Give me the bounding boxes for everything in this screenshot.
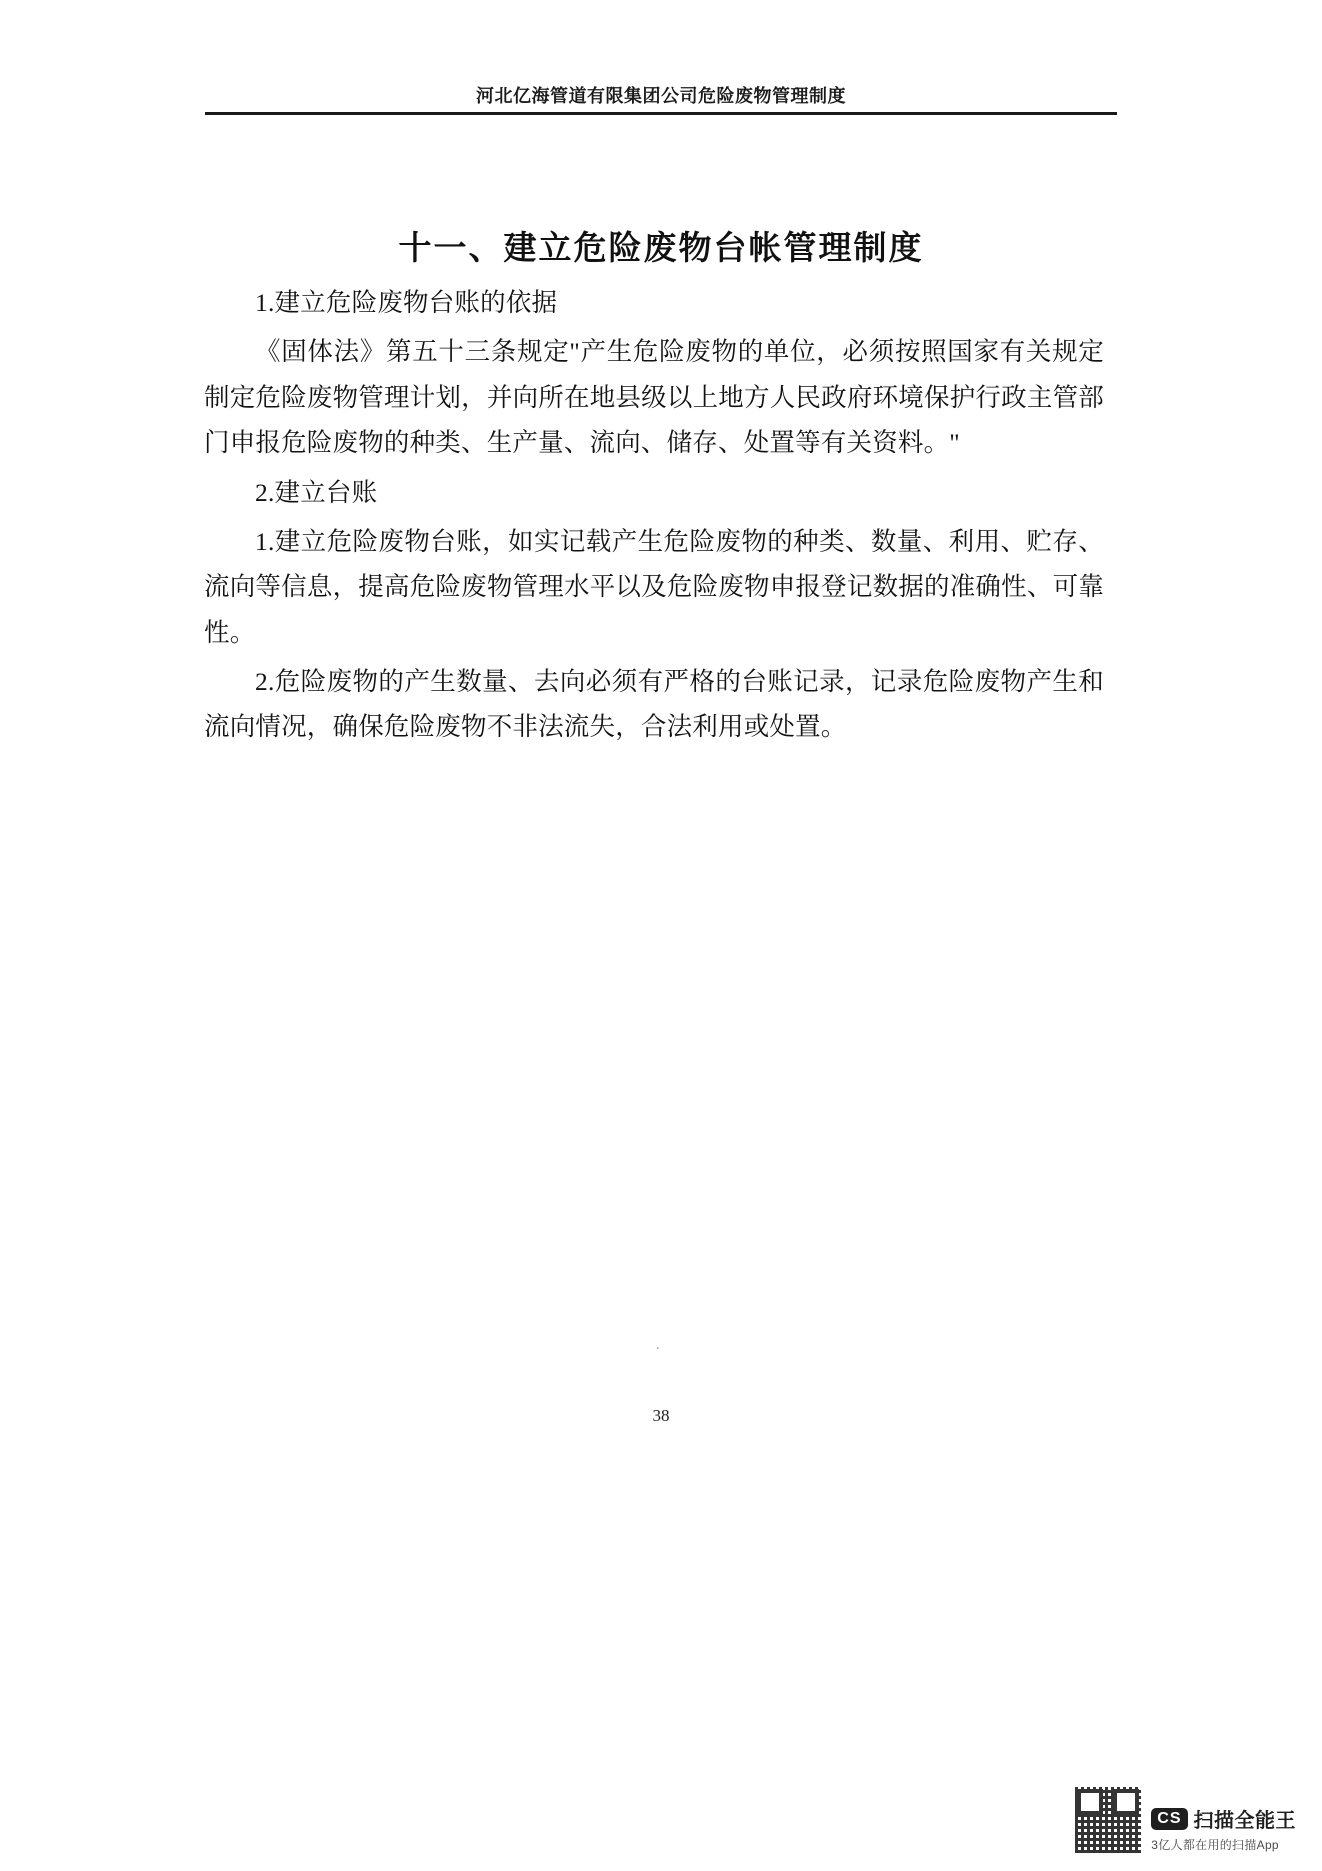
paragraph-1: 1.建立危险废物台账的依据 bbox=[255, 288, 558, 317]
paragraph-4: 1.建立危险废物台账，如实记载产生危险废物的种类、数量、利用、贮存、流向等信息，提高危险废物管理水平以及危险废物申报登记数据的准确性、可靠性。 bbox=[204, 526, 1104, 647]
paragraph-5: 2.危险废物的产生数量、去向必须有严格的台账记录，记录危险废物产生和流向情况，确保危险废物不非法流失，合法利用或处置。 bbox=[204, 667, 1104, 742]
document-body bbox=[204, 280, 1104, 754]
running-header: 河北亿海管道有限集团公司危险废物管理制度 bbox=[476, 86, 846, 106]
paragraph-2: 《固体法》第五十三条规定"产生危险废物的单位，必须按照国家有关规定制定危险废物管理计划，并向所在地县级以上地方人民政府环境保护行政主管部门申报危险废物的种类、生产量、流向、储存、处置等有关资料。" bbox=[204, 337, 1104, 458]
page-number: 38 bbox=[652, 1406, 670, 1425]
scanner-app-name: 扫描全能王 bbox=[1193, 1810, 1296, 1832]
header-divider bbox=[205, 112, 1117, 115]
scanner-watermark bbox=[1075, 1787, 1296, 1853]
stray-dot-mark: . bbox=[656, 1338, 660, 1353]
camscanner-logo-icon: CS bbox=[1151, 1808, 1187, 1830]
page-title: 十一、建立危险废物台帐管理制度 bbox=[398, 229, 924, 267]
paragraph-3: 2.建立台账 bbox=[255, 477, 378, 507]
qr-code-icon bbox=[1075, 1787, 1141, 1853]
scanner-watermark-main bbox=[1151, 1804, 1296, 1833]
scanner-watermark-text bbox=[1151, 1804, 1296, 1853]
scanner-app-tagline: 3亿人都在用的扫描App bbox=[1151, 1838, 1279, 1852]
